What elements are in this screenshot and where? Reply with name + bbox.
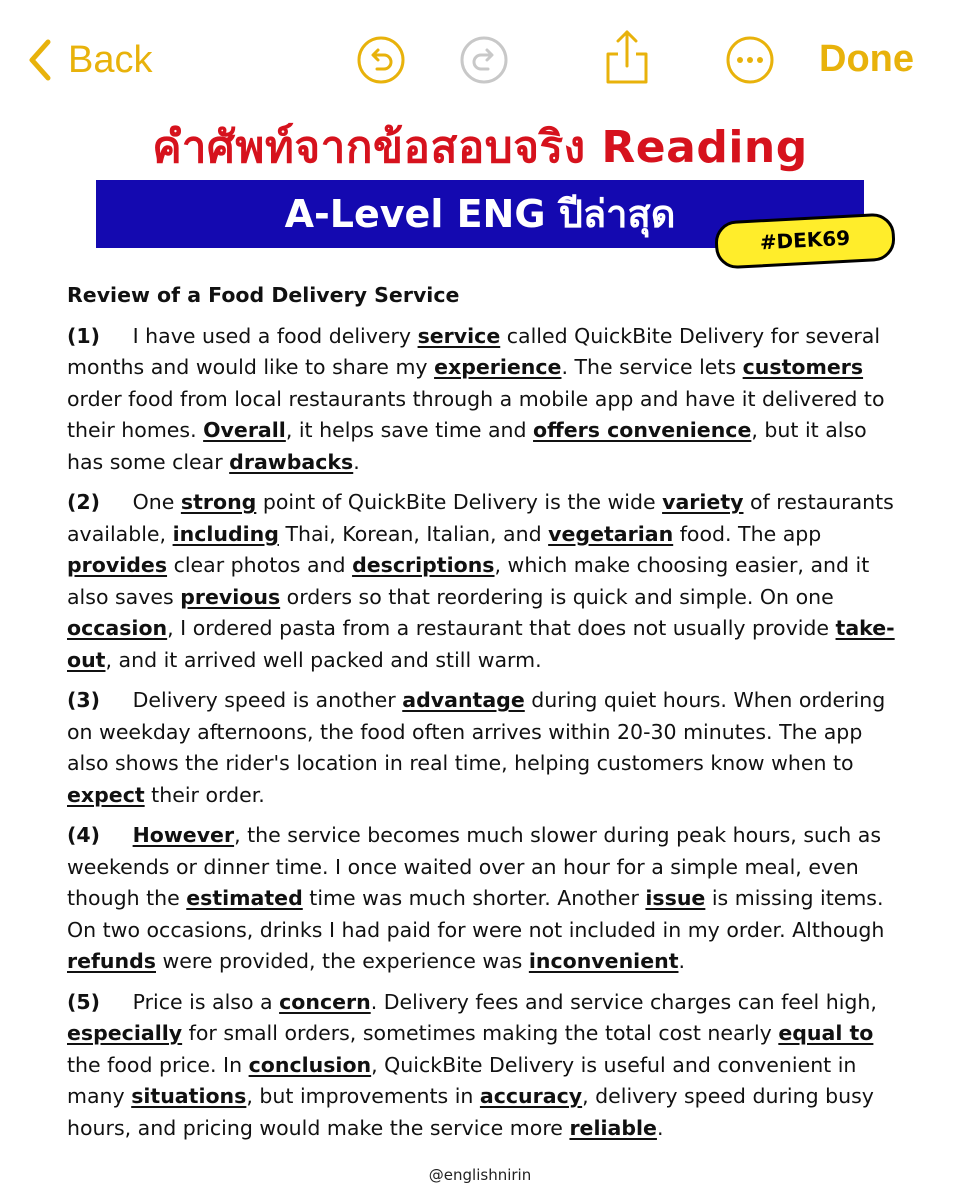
hashtag-badge: #DEK69 [714,212,896,269]
vocab-word: including [172,521,279,546]
paragraph-text: Thai, Korean, Italian, and [278,521,549,546]
paragraph-text: time was much shorter. Another [302,886,646,910]
paragraph-text: for small orders, sometimes making the total cost nearly [182,1021,779,1045]
footer-handle: @englishnirin [428,1166,532,1184]
vocab-word: customers [742,355,864,379]
paragraph-text: . [656,1115,664,1140]
vocab-word: take-out [67,616,895,672]
vocab-word: offers convenience [533,418,752,442]
vocab-word: vegetarian [548,521,674,546]
paragraph-text: were provided, the experience was [156,949,529,973]
vocab-word: However [132,823,235,847]
paragraph-text: during quiet hours. When ordering on weekday afternoons, the food often arrives within 20-30 minutes. The app also shows the rider's location in real time, helping customers know when to [67,688,886,775]
paragraph-number: (4) [67,823,101,847]
paragraph-text: . Delivery fees and service charges can feel high, [370,989,877,1014]
back-label: Back [68,38,153,81]
paragraph-text: point of QuickBite Delivery is the wide [256,490,663,514]
paragraph-text: , and it arrived well packed and still warm. [105,647,542,672]
paragraph-number: (1) [67,323,101,348]
vocab-word: advantage [402,688,525,712]
paragraph [67,321,907,479]
paragraph [67,987,907,1145]
vocab-word: situations [131,1084,247,1108]
done-button[interactable]: Done [819,38,914,80]
vocab-word: provides [67,553,168,577]
paragraph-text: , but it also has some clear [67,418,867,474]
paragraph-text: the food price. In [67,1052,249,1077]
paragraph-text: called QuickBite Delivery for several months and would like to share my [67,323,881,379]
share-icon[interactable] [604,28,650,86]
paragraph-text: is missing items. On two occasions, drinks I had paid for were not included in my order. Although [67,886,885,942]
paragraph-text: One [132,490,181,514]
paragraph-text: order food from local restaurants through a mobile app and have it delivered to their homes. [67,386,885,442]
paragraph-text: I have used a food delivery [132,323,418,348]
vocab-word: variety [662,490,744,514]
paragraph-text: , but improvements in [246,1084,480,1108]
paragraph-list [67,321,907,1145]
review-heading: Review of a Food Delivery Service [67,283,460,307]
vocab-word: experience [434,355,562,379]
editor-toolbar [0,0,960,120]
paragraph-text: orders so that reordering is quick and simple. On one [280,584,834,609]
vocab-word: previous [180,584,281,609]
vocab-word: especially [67,1021,183,1045]
vocab-word: concern [279,989,371,1014]
paragraph-text: food. The app [673,521,822,546]
paragraph-number: (3) [67,688,101,712]
paragraph-number: (5) [67,989,101,1014]
vocab-word: accuracy [479,1084,583,1108]
vocab-word: strong [180,490,257,514]
back-button[interactable] [26,34,152,86]
paragraph-text: , delivery speed during busy hours, and pricing would make the service more [67,1084,874,1140]
paragraph-number: (2) [67,490,101,514]
vocab-word: conclusion [248,1052,372,1077]
paragraph-text: , the service becomes much slower during peak hours, such as weekends or dinner time. I once waited over an hour for a simple meal, even though the [67,823,882,910]
paragraph-text: their order. [144,782,265,807]
paragraph-text: Delivery speed is another [132,688,403,712]
paragraph-text: , QuickBite Delivery is useful and convenient in many [67,1052,857,1108]
paragraph-text: . The service lets [561,355,743,379]
paragraph-text: . [353,449,360,474]
more-icon[interactable] [725,35,775,85]
undo-icon[interactable] [356,35,406,85]
redo-icon[interactable] [459,35,509,85]
vocab-word: estimated [186,886,303,910]
vocab-word: refunds [67,949,156,973]
paragraph-text: , I ordered pasta from a restaurant that does not usually provide [167,616,836,640]
vocab-word: Overall [203,418,286,442]
vocab-word: descriptions [352,553,495,577]
paragraph [67,820,907,978]
paragraph-text: of restaurants available, [67,490,894,546]
paragraph-text: clear photos and [167,553,353,577]
vocab-word: reliable [569,1115,657,1140]
level-banner: A-Level ENG ปีล่าสุด [96,180,864,248]
vocab-word: inconvenient [528,949,679,973]
vocab-word: drawbacks [229,449,354,474]
page-title: คำศัพท์จากข้อสอบจริง Reading [152,122,808,173]
paragraph-text: Price is also a [132,989,280,1014]
paragraph-text: , which make choosing easier, and it also saves [67,553,870,609]
vocab-word: equal to [778,1021,874,1045]
vocab-word: expect [67,782,145,807]
paragraph-text: , it helps save time and [285,418,534,442]
paragraph [67,685,907,811]
vocab-word: service [417,323,501,348]
vocab-word: occasion [67,616,168,640]
chevron-left-icon [26,38,54,82]
vocab-word: issue [645,886,706,910]
note-body[interactable] [67,280,907,1153]
paragraph [67,487,907,676]
paragraph-text: . [678,949,686,973]
